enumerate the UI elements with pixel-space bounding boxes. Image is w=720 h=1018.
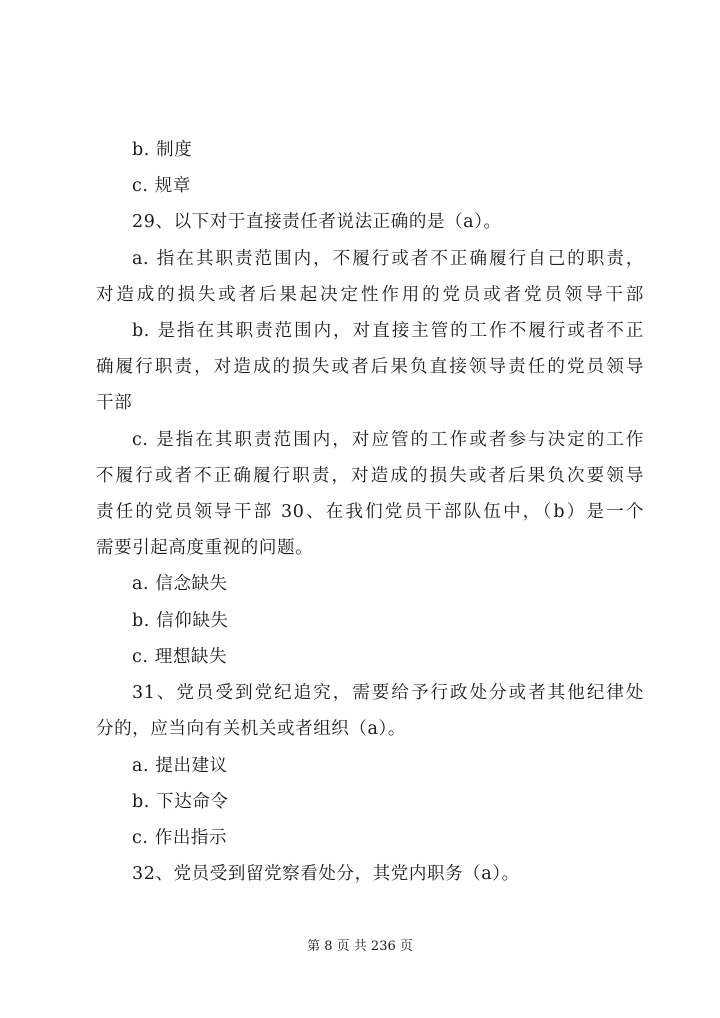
q30-option-c: c. 理想缺失 (132, 647, 228, 667)
option-c-line: c. 规章 (132, 176, 191, 196)
q30-option-b: b. 信仰缺失 (132, 611, 229, 631)
q29-option-b-line-2: 确履行职责，对造成的损失或者后果负直接领导责任的党员领导 (96, 357, 644, 377)
q29-option-c-line-3: 责任的党员领导干部 30、在我们党员干部队伍中，（b）是一个 (96, 502, 644, 522)
q30-option-a: a. 信念缺失 (132, 574, 228, 594)
q29-option-c-line-2: 不履行或者不正确履行职责，对造成的损失或者后果负次要领导 (96, 466, 644, 486)
q31-option-c: c. 作出指示 (132, 828, 228, 848)
q29-option-b-line-1: b. 是指在其职责范围内，对直接主管的工作不履行或者不正 (132, 321, 644, 341)
q29-option-a-line-1: a. 指在其职责范围内，不履行或者不正确履行自己的职责， (132, 249, 644, 269)
q29-option-c-line-1: c. 是指在其职责范围内，对应管的工作或者参与决定的工作 (132, 430, 644, 450)
question-31-line-1: 31、党员受到党纪追究，需要给予行政处分或者其他纪律处 (132, 683, 644, 703)
option-b-line: b. 制度 (132, 140, 193, 160)
q29-option-a-line-2: 对造成的损失或者后果起决定性作用的党员或者党员领导干部 (96, 285, 644, 305)
question-30-end: 需要引起高度重视的问题。 (96, 538, 314, 558)
q31-option-a: a. 提出建议 (132, 756, 228, 776)
q29-option-b-line-3: 干部 (96, 393, 133, 413)
question-31-line-2: 分的，应当向有关机关或者组织（a）。 (96, 719, 406, 739)
q31-option-b: b. 下达命令 (132, 792, 229, 812)
question-29: 29、以下对于直接责任者说法正确的是（a）。 (132, 212, 502, 232)
question-32: 32、党员受到留党察看处分，其党内职务（a）。 (132, 864, 520, 884)
page-number-footer: 第 8 页 共 236 页 (307, 939, 413, 954)
